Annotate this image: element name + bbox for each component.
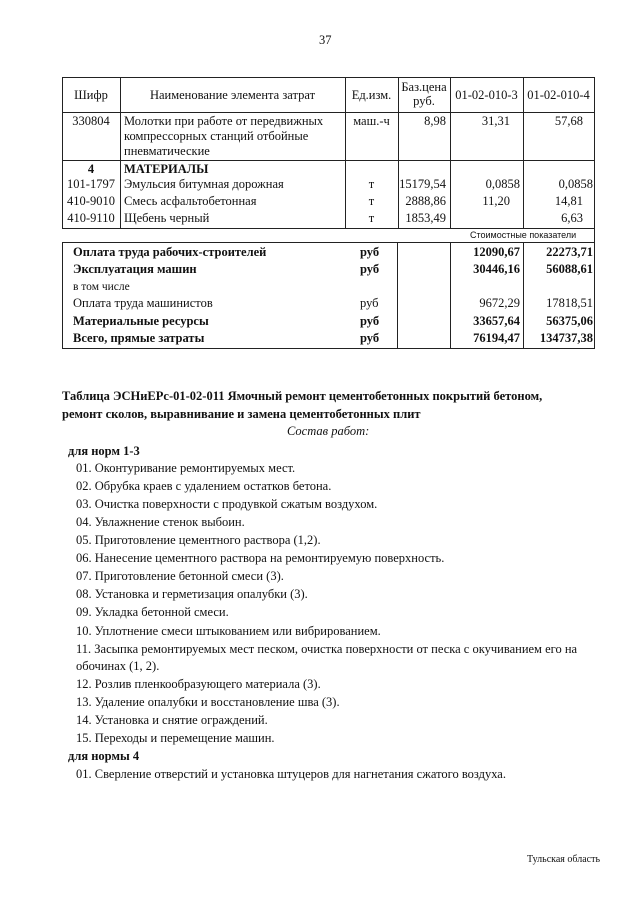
header-code: Шифр xyxy=(74,88,108,102)
row-unit: маш.-ч xyxy=(353,114,390,128)
row-code: 101-1797 xyxy=(67,177,115,191)
row-col4: 14,81 xyxy=(554,194,583,208)
header-price: Баз.цена руб. xyxy=(401,80,447,108)
page-number: 37 xyxy=(319,33,332,47)
summary-unit: руб xyxy=(360,296,379,310)
list-item: обочинах (1, 2). xyxy=(76,659,160,673)
row-code: 410-9110 xyxy=(67,211,115,225)
summary-name: Эксплуатация машин xyxy=(73,262,197,276)
row-price: 15179,54 xyxy=(399,177,446,191)
summary-unit: руб xyxy=(360,331,380,345)
row-unit: т xyxy=(368,177,375,191)
summary-col3: 76194,47 xyxy=(473,331,520,345)
list-item: 08. Установка и герметизация опалубки (3). xyxy=(76,587,308,601)
summary-col3: 30446,16 xyxy=(473,262,520,276)
list-item: 04. Увлажнение стенок выбоин. xyxy=(76,515,245,529)
summary-name: Материальные ресурсы xyxy=(73,314,209,328)
row-col3: 11,20 xyxy=(482,194,510,208)
section-subtitle: Состав работ: xyxy=(287,424,370,438)
list-item: 01. Сверление отверстий и установка штуцеров для нагнетания сжатого воздуха. xyxy=(76,767,506,781)
summary-col4: 17818,51 xyxy=(546,296,593,310)
row-name: Смесь асфальтобетонная xyxy=(124,194,257,208)
row-name: компрессорных станций отбойные xyxy=(124,129,309,143)
list-item: 14. Установка и снятие ограждений. xyxy=(76,713,268,727)
header-unit: Ед.изм. xyxy=(351,88,392,102)
list-item: 10. Уплотнение смеси штыкованием или вибрированием. xyxy=(76,624,381,638)
header-col4: 01-02-010-4 xyxy=(527,88,590,102)
summary-name: Оплата труда рабочих-строителей xyxy=(73,245,267,259)
summary-name: Оплата труда машинистов xyxy=(73,296,213,310)
row-col3: 0,0858 xyxy=(485,177,520,191)
row-name: Эмульсия битумная дорожная xyxy=(124,177,284,191)
summary-unit: руб xyxy=(360,262,380,276)
row-name: Щебень черный xyxy=(124,211,210,225)
summary-name: в том числе xyxy=(73,281,130,293)
header-name: Наименование элемента затрат xyxy=(149,88,316,102)
row-price: 2888,86 xyxy=(405,194,446,208)
row-col4: 0,0858 xyxy=(558,177,593,191)
summary-col3: 12090,67 xyxy=(473,245,520,259)
row-unit: т xyxy=(368,211,375,225)
list-item: 03. Очистка поверхности с продувкой сжатым воздухом. xyxy=(76,497,378,511)
list-item: 13. Удаление опалубки и восстановление шва (3). xyxy=(76,695,340,709)
header-col3: 01-02-010-3 xyxy=(455,88,518,102)
row-name: МАТЕРИАЛЫ xyxy=(124,162,209,176)
row-col4: 57,68 xyxy=(554,114,583,128)
row-code: 330804 xyxy=(72,114,110,128)
list-item: 07. Приготовление бетонной смеси (3). xyxy=(76,569,284,583)
row-code: 4 xyxy=(87,162,95,176)
summary-col3: 9672,29 xyxy=(479,296,520,310)
list-item: 01. Оконтуривание ремонтируемых мест. xyxy=(76,461,296,475)
row-name: пневматические xyxy=(124,144,210,158)
section-title-cont: ремонт сколов, выравнивание и замена цементобетонных плит xyxy=(62,407,421,421)
row-unit: т xyxy=(368,194,375,208)
list-item: 02. Обрубка краев с удалением остатков бетона. xyxy=(76,479,332,493)
row-price: 8,98 xyxy=(424,114,446,128)
row-col3: 31,31 xyxy=(481,114,510,128)
summary-unit: руб xyxy=(360,245,380,259)
list-item: 11. Засыпка ремонтируемых мест песком, очистка поверхности от песка с окучиванием его на xyxy=(76,642,578,656)
row-price: 1853,49 xyxy=(405,211,446,225)
summary-col4: 56375,06 xyxy=(546,314,593,328)
summary-col4: 22273,71 xyxy=(546,245,593,259)
row-name: Молотки при работе от передвижных xyxy=(124,114,324,128)
summary-col4: 56088,61 xyxy=(546,262,593,276)
summary-col3: 33657,64 xyxy=(473,314,520,328)
summary-unit: руб xyxy=(360,314,380,328)
list-item: 06. Нанесение цементного раствора на ремонтируемую поверхность. xyxy=(76,551,445,565)
list-item: 09. Укладка бетонной смеси. xyxy=(76,605,229,619)
section-title: Таблица ЭСНиЕРс-01-02-011 Ямочный ремонт цементобетонных покрытий бетоном, xyxy=(62,389,543,403)
footer-region: Тульская область xyxy=(527,854,601,865)
cost-caption: Стоимостные показатели xyxy=(470,230,577,240)
row-code: 410-9010 xyxy=(67,194,115,208)
group-heading: для норм 1-3 xyxy=(68,444,140,458)
list-item: 15. Переходы и перемещение машин. xyxy=(76,731,275,745)
summary-name: Всего, прямые затраты xyxy=(73,331,205,345)
summary-col4: 134737,38 xyxy=(539,331,593,345)
list-item: 12. Розлив пленкообразующего материала (3). xyxy=(76,677,321,691)
row-col4: 6,63 xyxy=(561,211,583,225)
group-heading: для нормы 4 xyxy=(68,749,140,763)
list-item: 05. Приготовление цементного раствора (1,2). xyxy=(76,533,321,547)
